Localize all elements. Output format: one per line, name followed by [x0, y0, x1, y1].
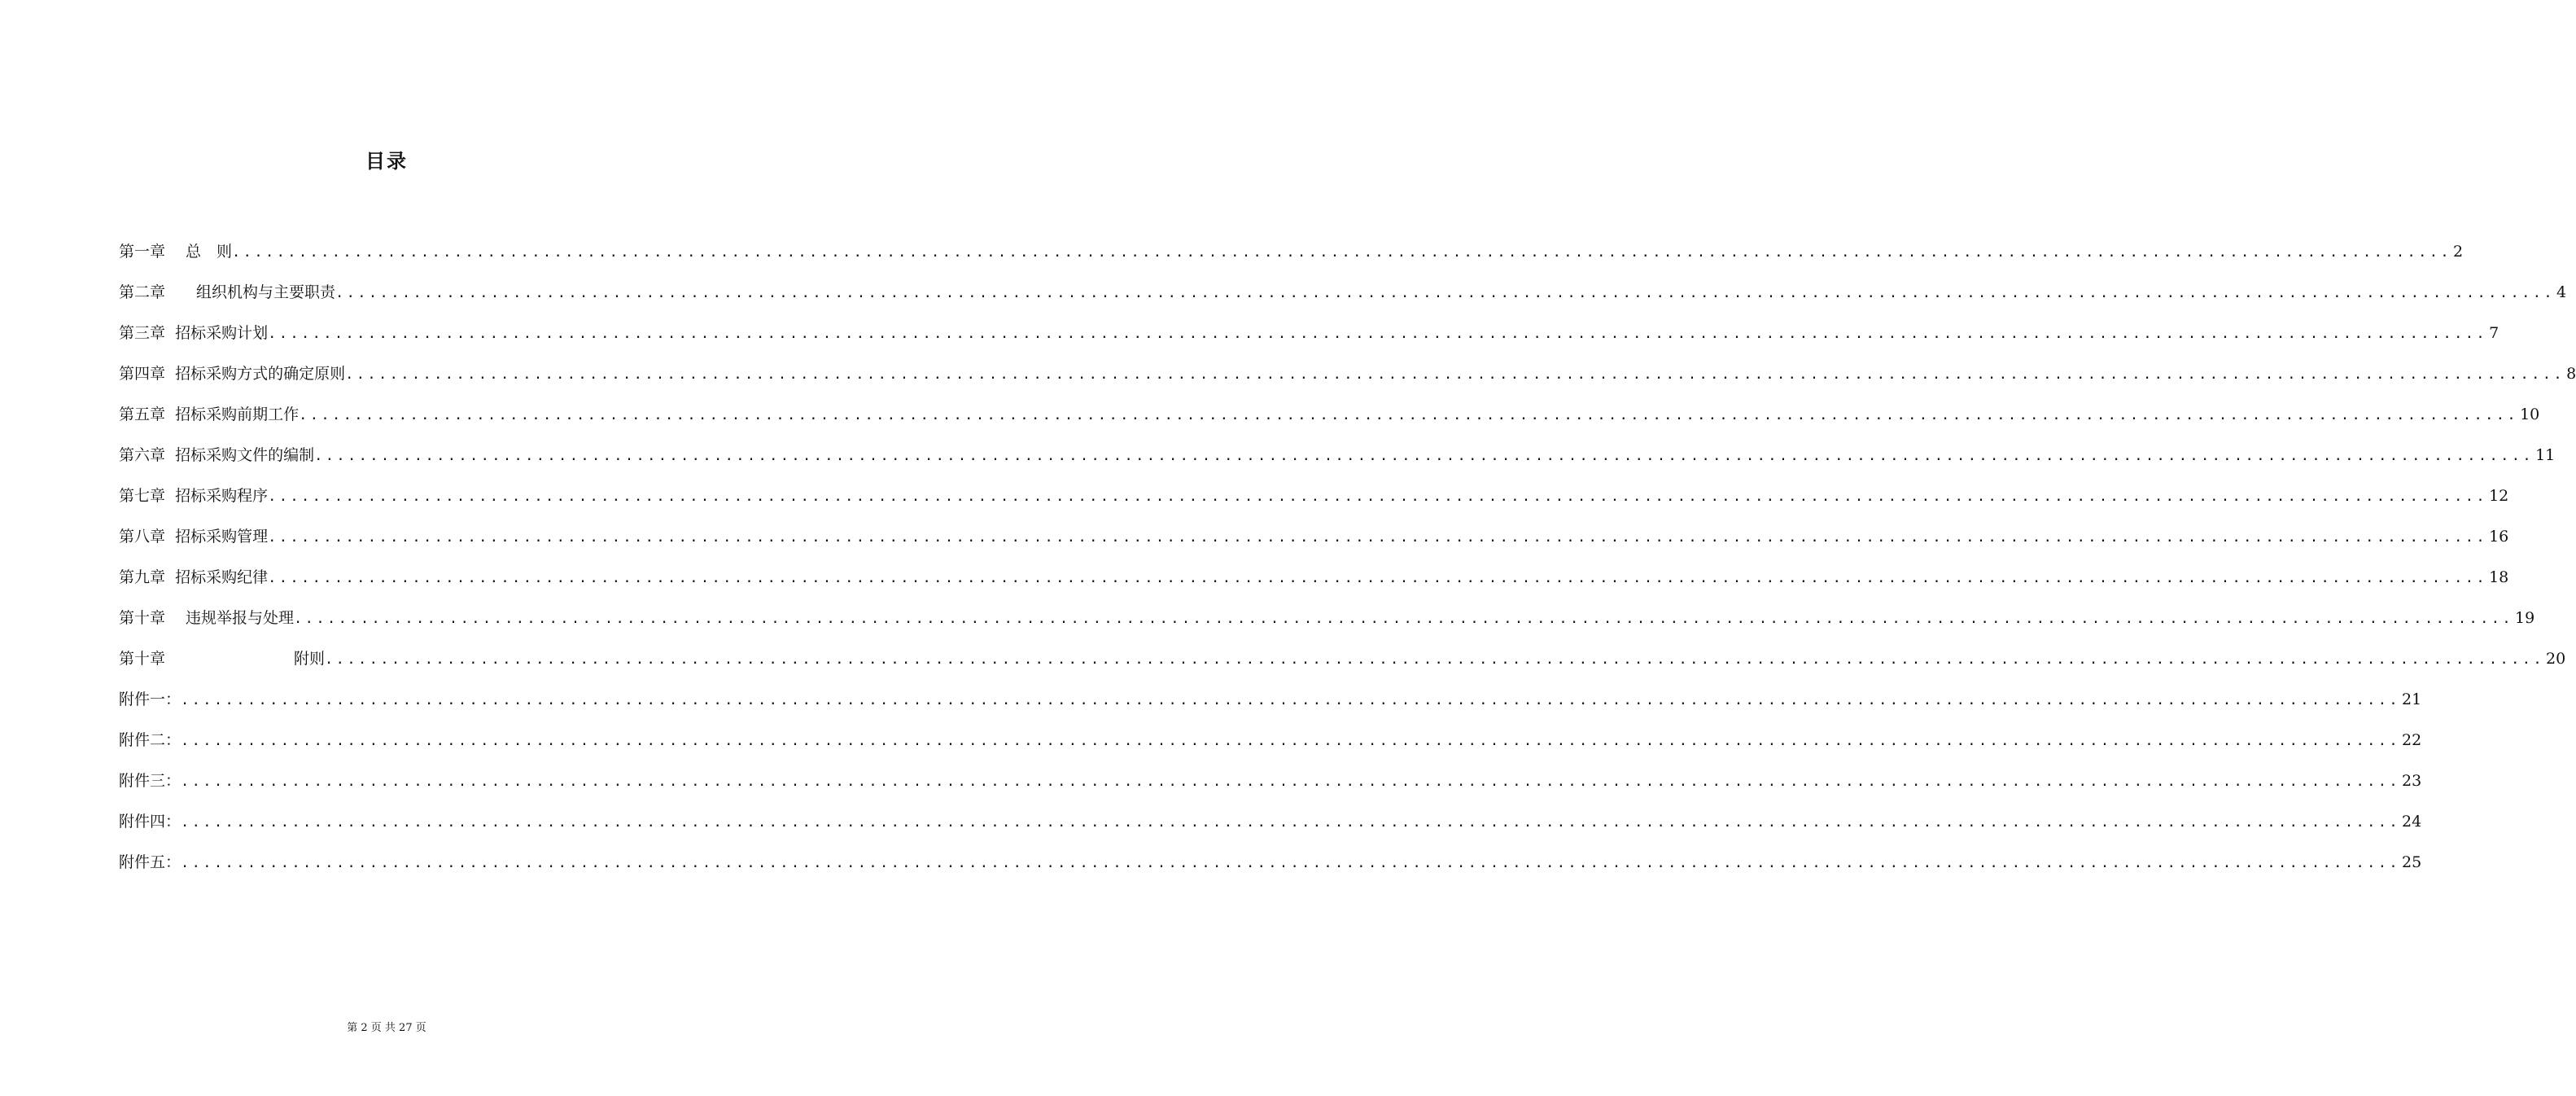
toc-leader-dots: ........................................................................................................................................................................................................ [232, 244, 2452, 261]
toc-entry-label: 第六章 招标采购文件的编制 [119, 446, 315, 464]
toc-entry-page: 18 [2489, 568, 2509, 586]
toc-entry-page: 21 [2402, 690, 2422, 708]
toc-entry[interactable] [119, 280, 2567, 321]
toc-entry-page: 7 [2489, 324, 2499, 342]
toc-entry-page: 12 [2489, 487, 2509, 505]
toc-leader-dots: ........................................................................................................................................................................................................ [181, 855, 2400, 871]
toc-entry-page: 25 [2402, 853, 2422, 871]
toc-entry[interactable] [119, 850, 2422, 891]
toc-leader-dots: ........................................................................................................................................................................................................ [181, 814, 2400, 831]
toc-leader-dots: ........................................................................................................................................................................................................ [294, 611, 2514, 627]
toc-leader-dots: ........................................................................................................................................................................................................ [268, 489, 2488, 505]
toc-leader-dots: ........................................................................................................................................................................................................ [181, 692, 2400, 708]
toc-entry-label: 第五章 招标采购前期工作 [119, 406, 300, 423]
toc-entry-page: 19 [2515, 609, 2535, 627]
toc-leader-dots: ........................................................................................................................................................................................................ [181, 774, 2400, 790]
toc-entry-page: 22 [2402, 731, 2422, 749]
toc-entry-label: 附件二： [119, 731, 182, 749]
toc-entry[interactable] [119, 321, 2499, 362]
toc-entry-page: 23 [2402, 772, 2422, 790]
toc-leader-dots: ........................................................................................................................................................................................................ [268, 326, 2488, 342]
toc-entry[interactable] [119, 484, 2509, 524]
toc-entry[interactable] [119, 687, 2422, 728]
toc-entry[interactable] [119, 565, 2509, 606]
toc-leader-dots: ........................................................................................................................................................................................................ [268, 529, 2488, 546]
toc-entry[interactable] [119, 769, 2422, 809]
page-title: 目录 [365, 150, 408, 173]
toc-entry[interactable] [119, 362, 2576, 402]
toc-entry-label: 第八章 招标采购管理 [119, 528, 269, 546]
toc-entry[interactable] [119, 809, 2422, 850]
toc-entry-page: 24 [2402, 813, 2422, 831]
toc-entry-label: 第十章 违规举报与处理 [119, 609, 295, 627]
toc-entry-label: 第三章 招标采购计划 [119, 324, 269, 342]
toc-leader-dots: ........................................................................................................................................................................................................ [345, 366, 2565, 383]
toc-entry-page: 20 [2546, 650, 2566, 668]
toc-leader-dots: ........................................................................................................................................................................................................ [181, 733, 2400, 749]
toc-leader-dots: ........................................................................................................................................................................................................ [335, 285, 2555, 301]
toc-entry-page: 8 [2566, 365, 2576, 383]
toc-entry[interactable] [119, 402, 2540, 443]
toc-entry-page: 11 [2535, 446, 2556, 464]
toc-entry-label: 第四章 招标采购方式的确定原则 [119, 365, 346, 383]
toc-entry[interactable] [119, 239, 2464, 280]
toc-entry[interactable] [119, 606, 2535, 647]
toc-entry-label: 第七章 招标采购程序 [119, 487, 269, 505]
toc-entry[interactable] [119, 443, 2556, 484]
toc-entry-page: 4 [2556, 283, 2567, 301]
toc-entry-page: 2 [2453, 243, 2464, 261]
toc-entry-label: 附件五： [119, 853, 182, 871]
toc-entry-label: 第二章 组织机构与主要职责 [119, 283, 336, 301]
toc-entry-label: 第十章 附则 [119, 650, 326, 668]
toc-entry-label: 附件三： [119, 772, 182, 790]
toc-entry[interactable] [119, 728, 2422, 769]
toc-entry-page: 16 [2489, 528, 2509, 546]
toc-leader-dots: ........................................................................................................................................................................................................ [268, 570, 2488, 586]
toc-entry-label: 附件四： [119, 813, 182, 831]
toc-leader-dots: ........................................................................................................................................................................................................ [299, 407, 2519, 423]
table-of-contents [119, 239, 2576, 891]
toc-entry-label: 第九章 招标采购纪律 [119, 568, 269, 586]
toc-leader-dots: ........................................................................................................................................................................................................ [314, 448, 2534, 464]
toc-leader-dots: ........................................................................................................................................................................................................ [325, 651, 2545, 668]
page-footer: 第 2 页 共 27 页 [347, 1022, 426, 1034]
toc-entry[interactable] [119, 524, 2509, 565]
toc-entry-page: 10 [2520, 406, 2540, 423]
toc-entry-label: 第一章 总 则 [119, 243, 233, 261]
toc-entry[interactable] [119, 647, 2566, 687]
toc-entry-label: 附件一： [119, 690, 182, 708]
